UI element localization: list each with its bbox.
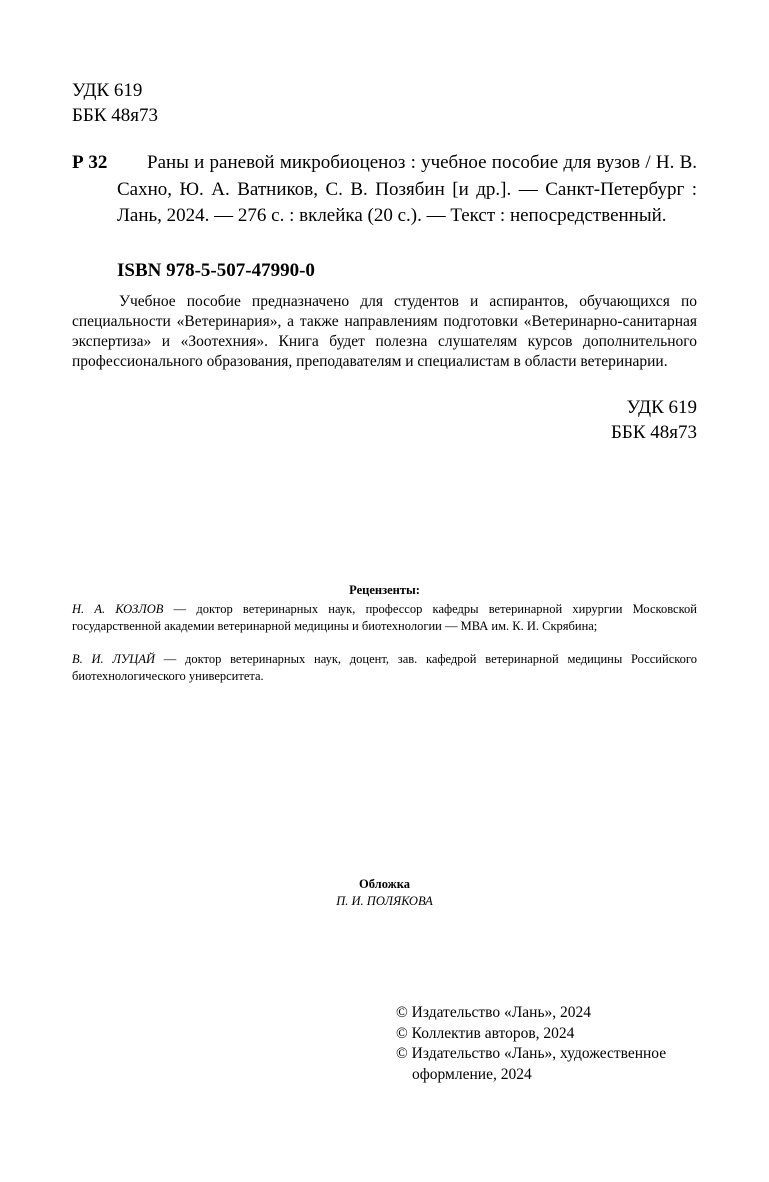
udk-bbk-footer	[500, 395, 697, 445]
cover-heading: Обложка	[359, 877, 410, 891]
isbn: ISBN 978-5-507-47990-0	[117, 260, 315, 281]
copyright-line: © Коллектив авторов, 2024	[396, 1024, 575, 1042]
reviewer-description: — доктор ветеринарных наук, профессор кафедры ветеринарной хирургии Московской государственной академии ветеринарной медицины и биотехнологии — МВА им. К. И. Скрябина;	[72, 602, 697, 633]
copyright-line: © Издательство «Лань», 2024	[396, 1004, 592, 1021]
reviewer-description: — доктор ветеринарных наук, доцент, зав. кафедрой ветеринарной медицины Российского биотехнологического университета.	[72, 652, 697, 683]
reviewer-name: Н. А. КОЗЛОВ	[72, 602, 164, 616]
bbk-code-bottom: ББК 48я73	[611, 422, 697, 443]
reviewer-entry	[72, 651, 697, 685]
bibliographic-record: Раны и раневой микробиоценоз : учебное пособие для вузов / Н. В. Сахно, Ю. А. Ватников, С. В. Позябин [и др.]. — Санкт-Петербург : Лань, 2024. — 276 с. : вклейка (20 с.). — Текст : непосредственный.	[117, 152, 697, 226]
reviewer-name: В. И. ЛУЦАЙ	[72, 652, 155, 666]
udk-code-bottom: УДК 619	[626, 397, 697, 418]
reviewer-entry	[72, 601, 697, 635]
udk-bbk-header	[72, 78, 158, 128]
copyright-line: © Издательство «Лань», художественное оформление, 2024	[396, 1045, 667, 1083]
author-sign-code: Р 32	[72, 152, 108, 173]
annotation: Учебное пособие предназначено для студентов и аспирантов, обучающихся по специальности «Ветеринария», а также направлениям подготовки «Ветеринарно-санитарная экспертиза» и «Зоотехния». Книга будет полезна слушателям курсов дополнительного профессионального образования, преподавателям и специалистам в области ветеринарии.	[72, 293, 697, 370]
udk-code: УДК 619	[72, 80, 143, 101]
bbk-code: ББК 48я73	[72, 105, 158, 126]
cover-designer: П. И. ПОЛЯКОВА	[336, 894, 433, 908]
copyright-block	[396, 1003, 706, 1085]
reviewers-heading: Рецензенты:	[349, 583, 420, 597]
